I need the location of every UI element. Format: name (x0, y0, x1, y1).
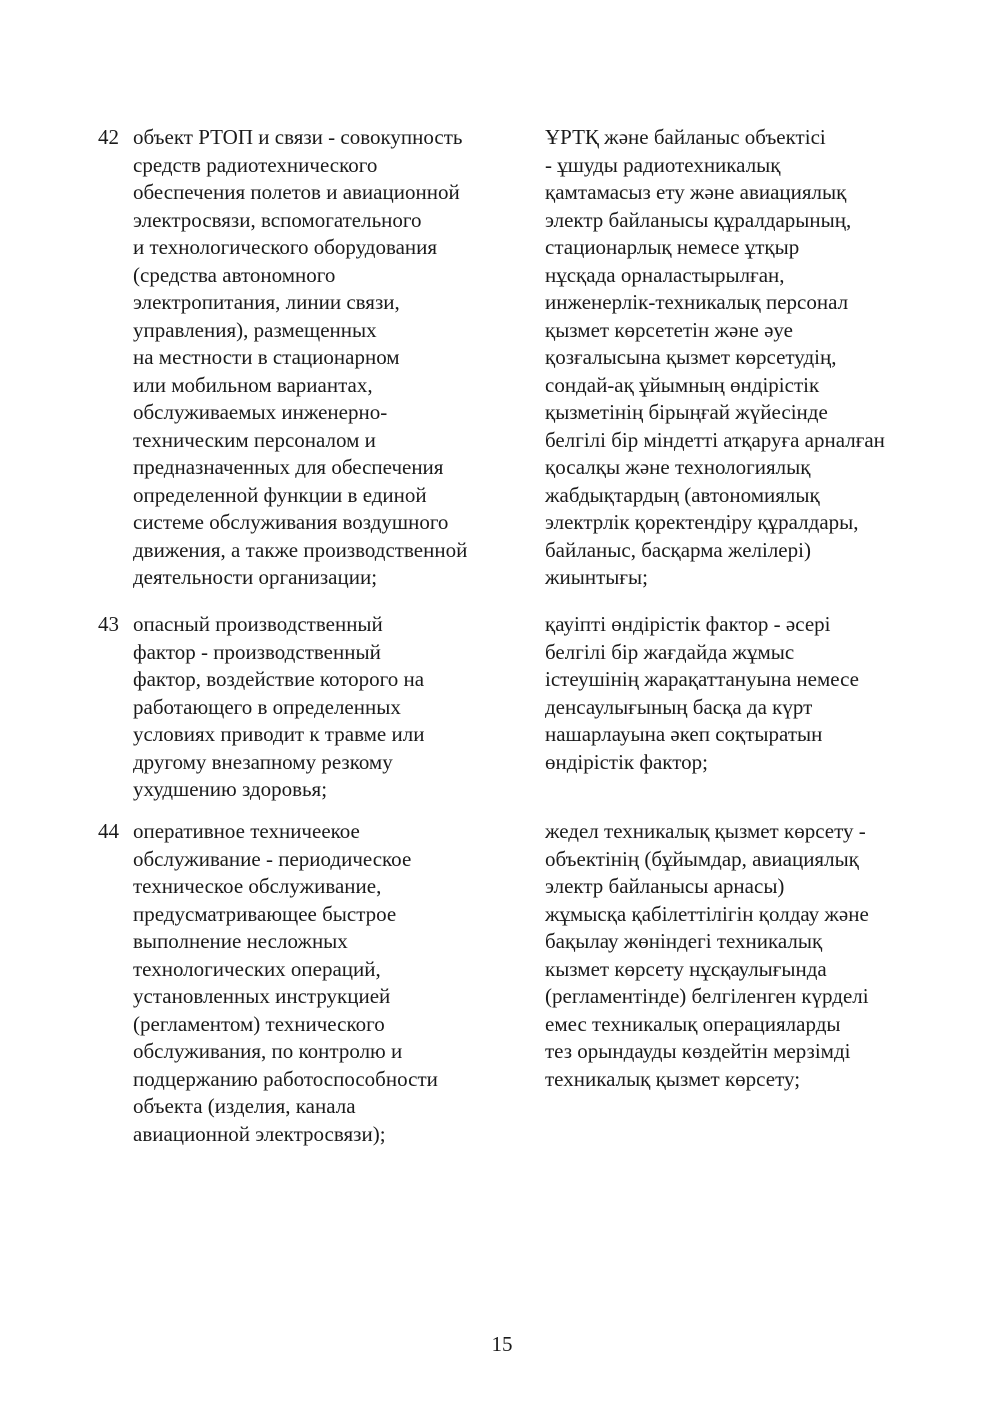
definition-line: нұсқада орналастырылған, (545, 262, 785, 287)
definition-line: қызметінің бірыңғай жүйесінде (545, 400, 828, 424)
definition-line: (средства автономного (133, 262, 336, 287)
kazakh-definition (545, 124, 925, 592)
definition-line: на местности в стационарном (133, 345, 400, 369)
definition-line: средств радиотехнического (133, 152, 378, 177)
definition-line: қосалқы және технологиялық (545, 455, 811, 479)
definition-line: белгілі бір міндетті атқаруға арналған (545, 427, 885, 452)
russian-definition (133, 818, 508, 1148)
definition-line: тез орындауды көздейтін мерзімді (545, 1039, 851, 1063)
definition-line: технологических операций, (133, 956, 381, 981)
definition-line: подцержанию работоспособности (133, 1066, 438, 1091)
definition-line: бақылау жөніндегі техникалық (545, 929, 823, 953)
definition-line: істеушінің жарақаттануына немесе (545, 667, 860, 691)
definition-line: установленных инструкцией (133, 984, 391, 1008)
definition-line: өндірістік фактор; (545, 749, 708, 774)
definition-line: техникалық қызмет көрсету; (545, 1066, 801, 1091)
definition-line: фактор, воздействие которого на (133, 667, 425, 691)
definition-line: техническое обслуживание, (133, 874, 382, 898)
definition-line: жедел техникалық қызмет көрсету - (545, 819, 866, 843)
definition-line: другому внезапному резкому (133, 749, 393, 774)
definition-line: сондай-ақ ұйымның өндірістік (545, 372, 820, 397)
definition-line: системе обслуживания воздушного (133, 510, 449, 534)
definition-line: предназначенных для обеспечения (133, 455, 444, 479)
definition-line: қауіпті өндірістік фактор - әсері (545, 612, 831, 636)
definition-line: қамтамасыз ету және авиациялық (545, 180, 847, 204)
definition-line: или мобильном вариантах, (133, 372, 373, 397)
definition-line: предусматривающее быстрое (133, 901, 397, 926)
definition-line: условиях приводит к травме или (133, 722, 425, 746)
definition-line: электр байланысы құралдарының, (545, 207, 852, 232)
definition-line: техническим персоналом и (133, 427, 376, 452)
definition-line: кызмет көрсету нұсқаулығында (545, 956, 827, 981)
definition-line: жабдықтардың (автономиялық (545, 482, 820, 507)
definition-line: электросвязи, вспомогательного (133, 207, 422, 232)
definition-line: обслуживаемых инженерно- (133, 400, 388, 424)
definition-line: обеспечения полетов и авиационной (133, 180, 460, 204)
definition-line: и технологического оборудования (133, 235, 438, 259)
definition-line: ухудшению здоровья; (133, 777, 328, 801)
kazakh-definition (545, 611, 925, 776)
definition-line: нашарлауына әкеп соқтыратын (545, 722, 823, 746)
definition-line: белгілі бір жағдайда жұмыс (545, 639, 795, 664)
definition-line: объект РТОП и связи - совокупность (133, 125, 463, 149)
definition-line: электропитания, линии связи, (133, 290, 400, 314)
definition-line: работающего в определенных (133, 694, 401, 719)
definition-line: определенной функции в единой (133, 482, 427, 507)
russian-definition (133, 124, 508, 592)
entry-number: 42 (98, 125, 119, 149)
definition-line: опасный производственный (133, 612, 383, 636)
definition-line: қозғалысына қызмет көрсетудің, (545, 345, 837, 369)
definition-line: инженерлік-техникалық персонал (545, 290, 849, 314)
definition-line: объекта (изделия, канала (133, 1094, 356, 1118)
definition-line: жұмысқа қабілеттілігін қолдау және (545, 901, 869, 926)
definition-line: байланыс, басқарма желілері) (545, 537, 811, 562)
definition-line: объектінің (бұйымдар, авиациялық (545, 846, 859, 871)
definition-line: электр байланысы арнасы) (545, 874, 785, 898)
definition-line: денсаулығының басқа да күрт (545, 694, 813, 719)
definition-line: ҰРТҚ және байланыс объектісі (545, 125, 826, 149)
definition-line: авиационной электросвязи); (133, 1121, 386, 1146)
definition-line: электрлік қоректендіру құралдары, (545, 510, 859, 534)
definition-line: управления), размещенных (133, 317, 377, 342)
definition-line: (регламентом) технического (133, 1011, 385, 1036)
definition-line: движения, а также производственной (133, 537, 468, 562)
definition-line: обслуживание - периодическое (133, 846, 412, 871)
definition-line: - ұшуды радиотехникалық (545, 152, 781, 177)
page-number: 15 (491, 1332, 513, 1356)
definition-line: деятельности организации; (133, 565, 378, 589)
definition-line: жиынтығы; (545, 565, 648, 589)
entry-number: 44 (98, 819, 119, 843)
definition-line: қызмет көрсететін және әуе (545, 317, 793, 342)
definition-line: (регламентінде) белгіленген күрделі (545, 984, 869, 1008)
definition-line: емес техникалық операцияларды (545, 1011, 841, 1036)
russian-definition (133, 611, 508, 804)
definition-line: обслуживания, по контролю и (133, 1039, 403, 1063)
definition-line: выполнение несложных (133, 929, 348, 953)
definition-line: стационарлық немесе ұтқыр (545, 235, 800, 259)
entry-number: 43 (98, 612, 119, 636)
kazakh-definition (545, 818, 925, 1093)
definition-line: фактор - производственный (133, 639, 381, 664)
definition-line: оперативное техничеекое (133, 819, 360, 843)
